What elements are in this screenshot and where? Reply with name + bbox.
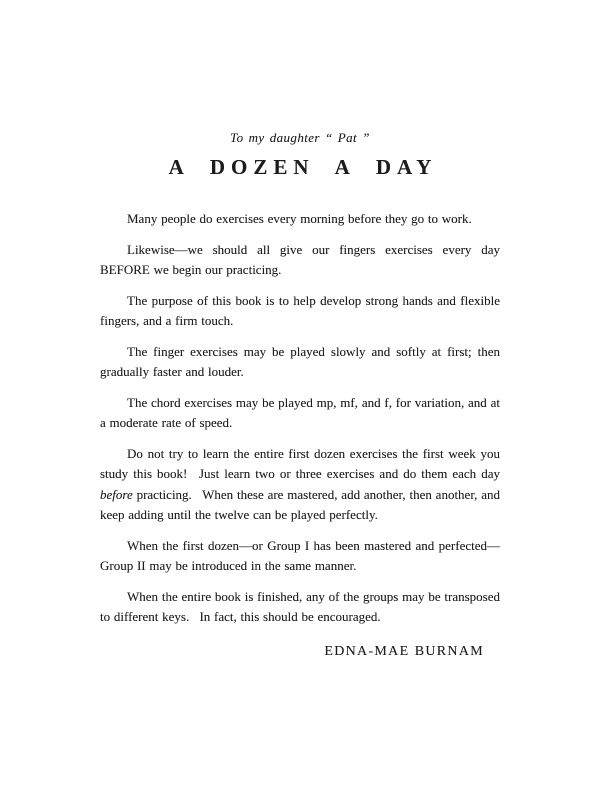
paragraph-6: Do not try to learn the entire first dozen exercises the first week you study this book! Just learn two or three exercises and do them each day before practicing. When these are mastered, add another, then another, and keep adding until the twelve can be played perfectly. <box>100 445 500 522</box>
dedication-line: To my daughter “ Pat ” <box>230 130 370 145</box>
paragraph-8: When the entire book is finished, any of the groups may be transposed to different keys. In fact, this should be encouraged. <box>100 588 500 624</box>
paragraph-4: The finger exercises may be played slowly and softly at first; then gradually faster and louder. <box>100 343 500 379</box>
paragraph-7: When the first dozen—or Group I has been mastered and perfected— Group II may be introduced in the same manner. <box>100 537 500 573</box>
book-title: A DOZEN A DAY <box>168 155 438 179</box>
author-signature: EDNA-MAE BURNAM <box>324 643 484 659</box>
paragraph-2: Likewise—we should all give our fingers exercises every day BEFORE we begin our practicing. <box>100 241 500 277</box>
paragraph-3: The purpose of this book is to help develop strong hands and flexible fingers, and a firm touch. <box>100 292 500 328</box>
paragraph-1: Many people do exercises every morning before they go to work. <box>127 211 472 226</box>
preface-body <box>0 209 600 662</box>
paragraph-5: The chord exercises may be played mp, mf, and f, for variation, and at a moderate rate of speed. <box>100 394 500 430</box>
